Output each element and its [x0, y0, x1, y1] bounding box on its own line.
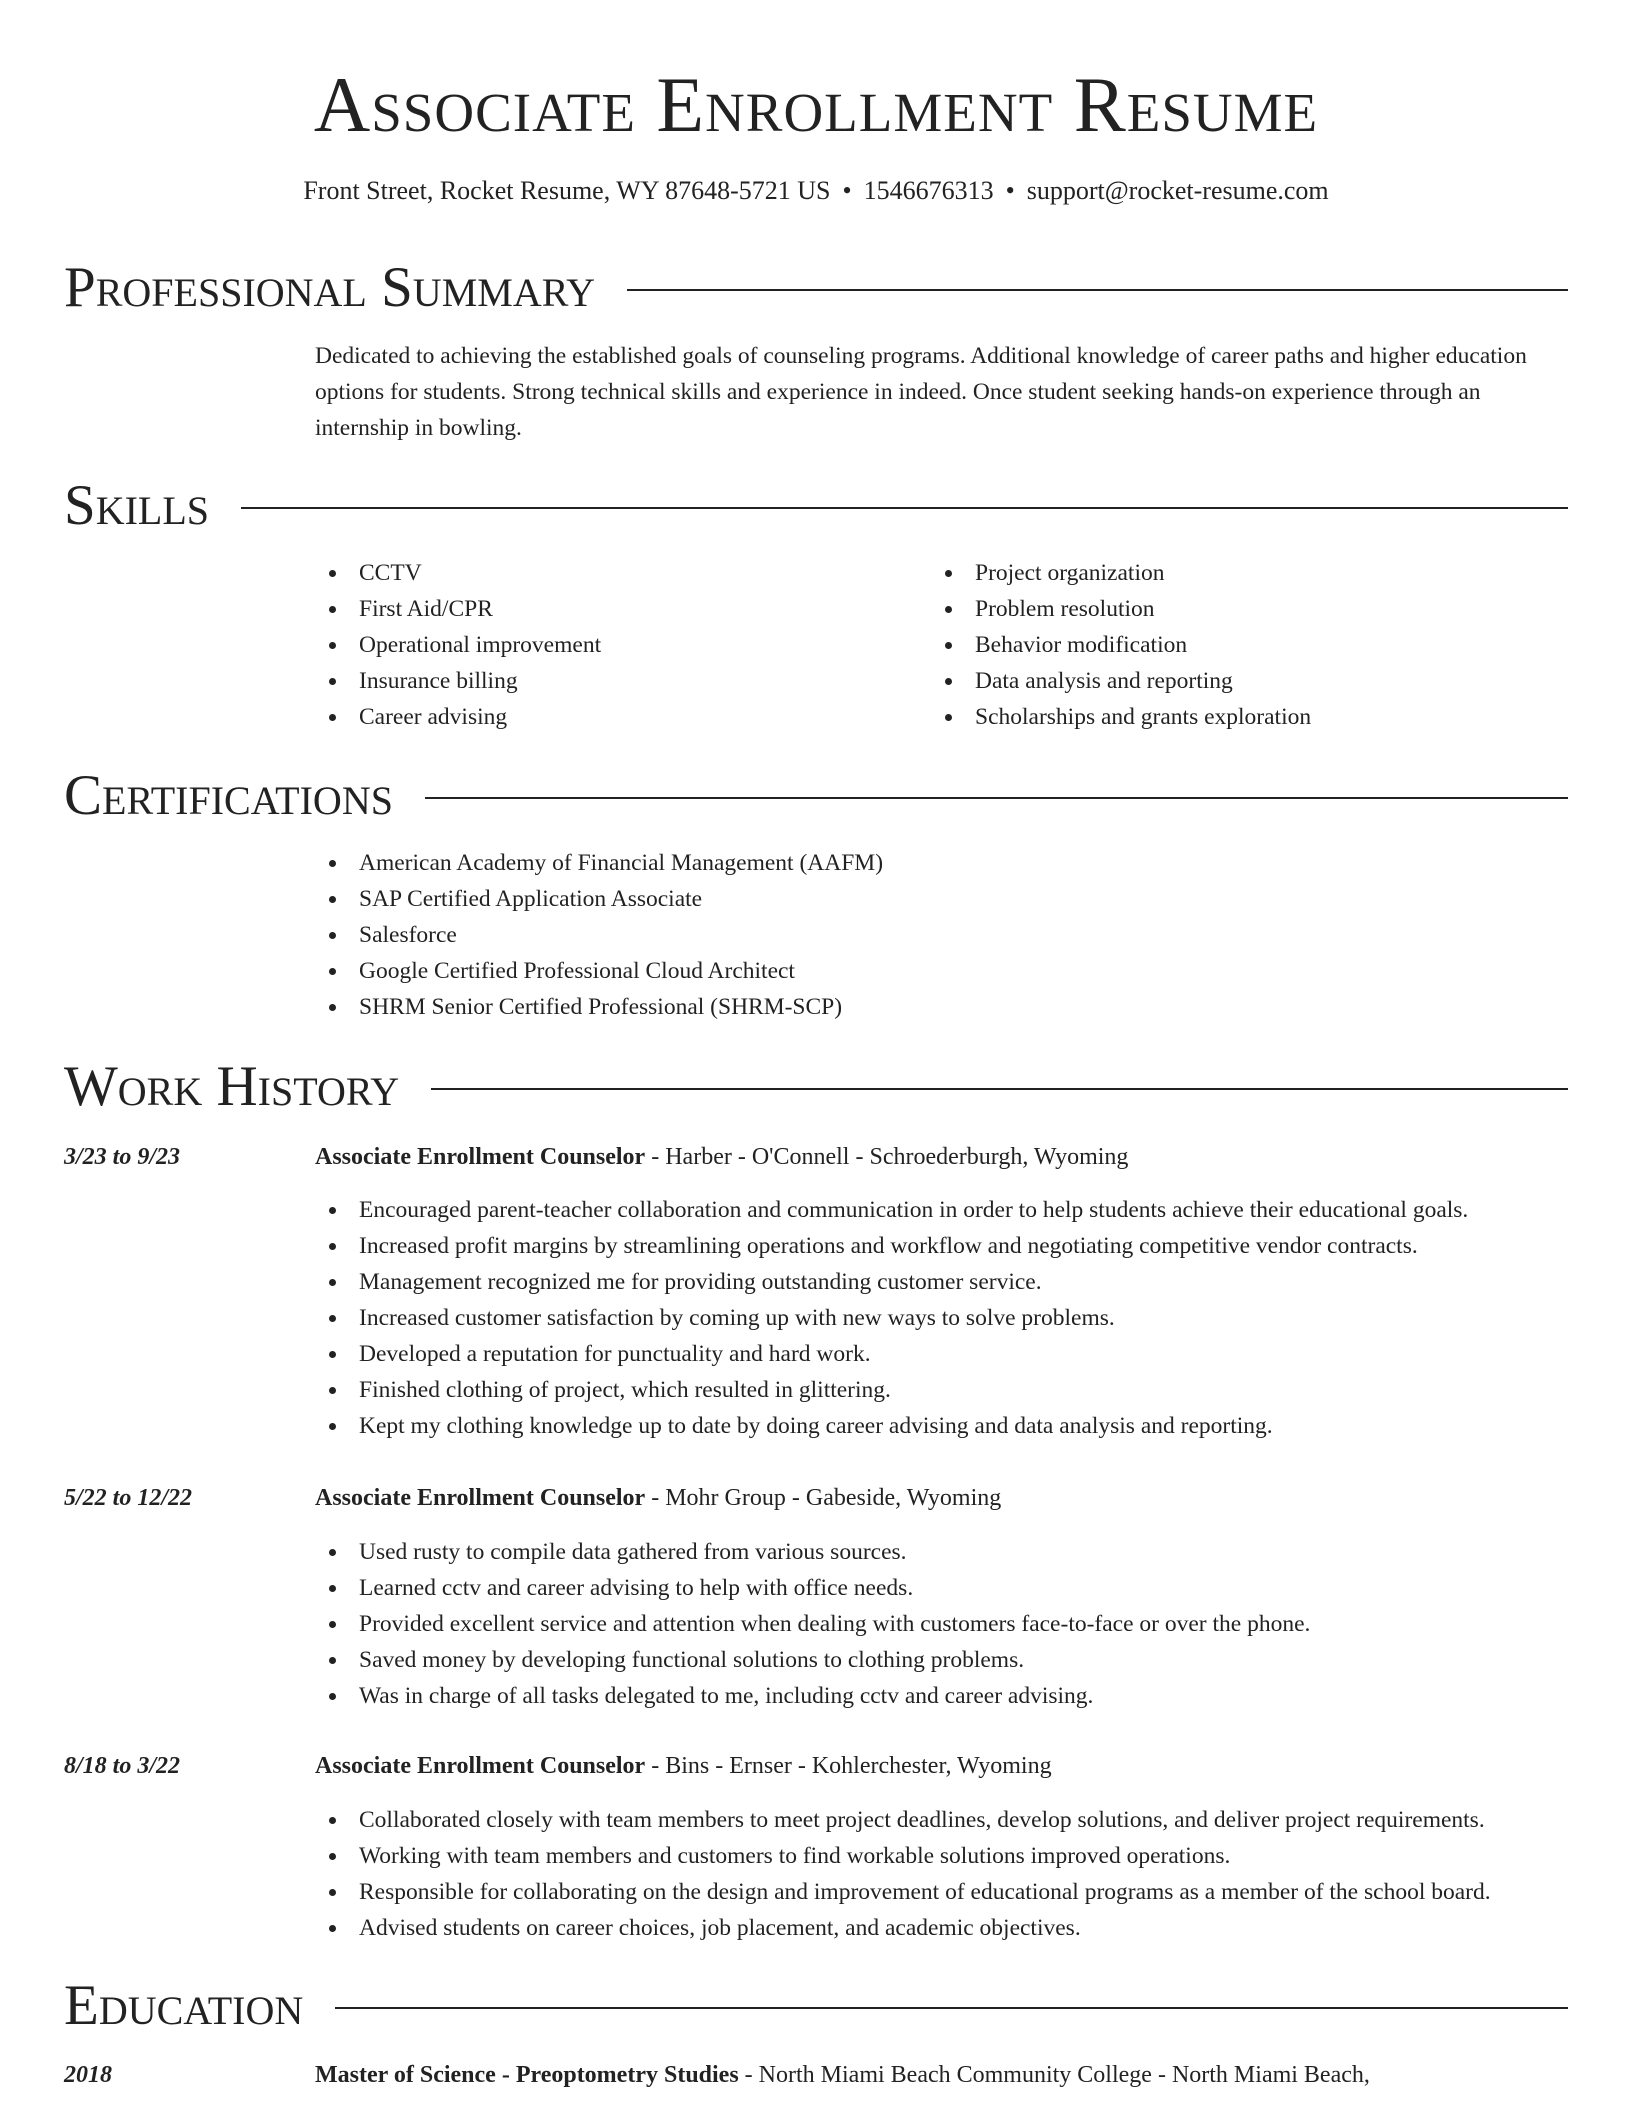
skills-list-right: [931, 555, 1311, 735]
education-title-line: [315, 2057, 1370, 2093]
job-bullet: Increased profit margins by streamlining operations and workflow and negotiating competitive vendor contracts.: [315, 1228, 1468, 1264]
skill-item: Scholarships and grants exploration: [931, 699, 1311, 735]
job-bullet: Kept my clothing knowledge up to date by doing career advising and data analysis and reporting.: [315, 1408, 1468, 1444]
job-bullet: Collaborated closely with team members to meet project deadlines, develop solutions, and deliver project requirements.: [315, 1802, 1491, 1838]
job-role: Associate Enrollment Counselor: [315, 1485, 646, 1511]
job-bullet: Finished clothing of project, which resulted in glittering.: [315, 1372, 1468, 1408]
job-employer: - Harber - O'Connell - Schroederburgh, Wyoming: [645, 1144, 1129, 1170]
skill-item: Behavior modification: [931, 627, 1311, 663]
skill-item: Operational improvement: [315, 627, 601, 663]
section-header-summary: [64, 256, 1568, 320]
certification-item: SAP Certified Application Associate: [315, 881, 883, 917]
contact-address: Front Street, Rocket Resume, WY 87648-5721 US: [303, 176, 831, 205]
resume-name: Associate Enrollment Resume: [313, 61, 1319, 148]
skill-item: Project organization: [931, 555, 1311, 591]
job-title-line: [315, 1139, 1128, 1175]
section-header-skills: [64, 474, 1568, 538]
job-date: 3/23 to 9/23: [64, 1144, 181, 1170]
certification-item: Google Certified Professional Cloud Architect: [315, 953, 883, 989]
job-title-line: [315, 1480, 1001, 1516]
job-bullet: Encouraged parent-teacher collaboration and communication in order to help students achieve their educational goals.: [315, 1192, 1468, 1228]
certification-item: SHRM Senior Certified Professional (SHRM-SCP): [315, 989, 883, 1025]
job-bullet: Provided excellent service and attention when dealing with customers face-to-face or over the phone.: [315, 1606, 1310, 1642]
job-date: 5/22 to 12/22: [64, 1485, 193, 1511]
job-bullet: Used rusty to compile data gathered from various sources.: [315, 1534, 1310, 1570]
section-divider: [627, 289, 1568, 291]
section-divider: [335, 2007, 1568, 2009]
contact-email: support@rocket-resume.com: [1026, 176, 1329, 205]
job-bullet: Responsible for collaborating on the design and improvement of educational programs as a member of the school board.: [315, 1874, 1491, 1910]
section-title-summary: Professional Summary: [64, 256, 596, 319]
section-divider: [425, 797, 1568, 799]
skill-item: Data analysis and reporting: [931, 663, 1311, 699]
contact-separator: •: [842, 176, 852, 205]
education-degree: Master of Science - Preoptometry Studies: [315, 2062, 739, 2088]
job-bullet: Working with team members and customers to find workable solutions improved operations.: [315, 1838, 1491, 1874]
section-title-skills: Skills: [64, 474, 210, 537]
certifications-list: [315, 845, 883, 1025]
section-header-education: [64, 1974, 1568, 2038]
skill-item: Career advising: [315, 699, 601, 735]
section-title-certifications: Certifications: [64, 764, 393, 827]
job-bullet: Increased customer satisfaction by coming up with new ways to solve problems.: [315, 1300, 1468, 1336]
job-role: Associate Enrollment Counselor: [315, 1753, 646, 1779]
job-role: Associate Enrollment Counselor: [315, 1144, 646, 1170]
section-divider: [431, 1088, 1568, 1090]
skills-list-left: [315, 555, 601, 735]
education-school: - North Miami Beach Community College - North Miami Beach,: [738, 2062, 1370, 2088]
section-title-work-history: Work History: [64, 1055, 400, 1118]
contact-phone: 1546676313: [863, 176, 994, 205]
contact-separator: •: [1005, 176, 1015, 205]
job-bullet: Developed a reputation for punctuality and hard work.: [315, 1336, 1468, 1372]
contact-line: [0, 176, 1632, 206]
education-date: 2018: [64, 2062, 112, 2088]
certification-item: Salesforce: [315, 917, 883, 953]
summary-text: Dedicated to achieving the established goals of counseling programs. Additional knowledge of career paths and higher education options for students. Strong technical skills and experience in indeed. Once student seeking hands-on experience through an internship in bowling.: [315, 343, 1527, 441]
job-bullets: [315, 1192, 1468, 1444]
job-bullet: Was in charge of all tasks delegated to me, including cctv and career advising.: [315, 1678, 1310, 1714]
section-header-work-history: [64, 1055, 1568, 1119]
skill-item: CCTV: [315, 555, 601, 591]
skill-item: Insurance billing: [315, 663, 601, 699]
certification-item: American Academy of Financial Management (AAFM): [315, 845, 883, 881]
job-bullet: Management recognized me for providing outstanding customer service.: [315, 1264, 1468, 1300]
job-date: 8/18 to 3/22: [64, 1753, 181, 1779]
skill-item: First Aid/CPR: [315, 591, 601, 627]
job-bullets: [315, 1802, 1491, 1946]
job-bullet: Advised students on career choices, job placement, and academic objectives.: [315, 1910, 1491, 1946]
job-bullets: [315, 1534, 1310, 1714]
job-bullet: Saved money by developing functional solutions to clothing problems.: [315, 1642, 1310, 1678]
section-header-certifications: [64, 764, 1568, 828]
job-title-line: [315, 1748, 1052, 1784]
job-bullet: Learned cctv and career advising to help with office needs.: [315, 1570, 1310, 1606]
section-title-education: Education: [64, 1974, 304, 2037]
job-employer: - Bins - Ernser - Kohlerchester, Wyoming: [645, 1753, 1052, 1779]
section-divider: [241, 507, 1568, 509]
skill-item: Problem resolution: [931, 591, 1311, 627]
job-employer: - Mohr Group - Gabeside, Wyoming: [645, 1485, 1002, 1511]
